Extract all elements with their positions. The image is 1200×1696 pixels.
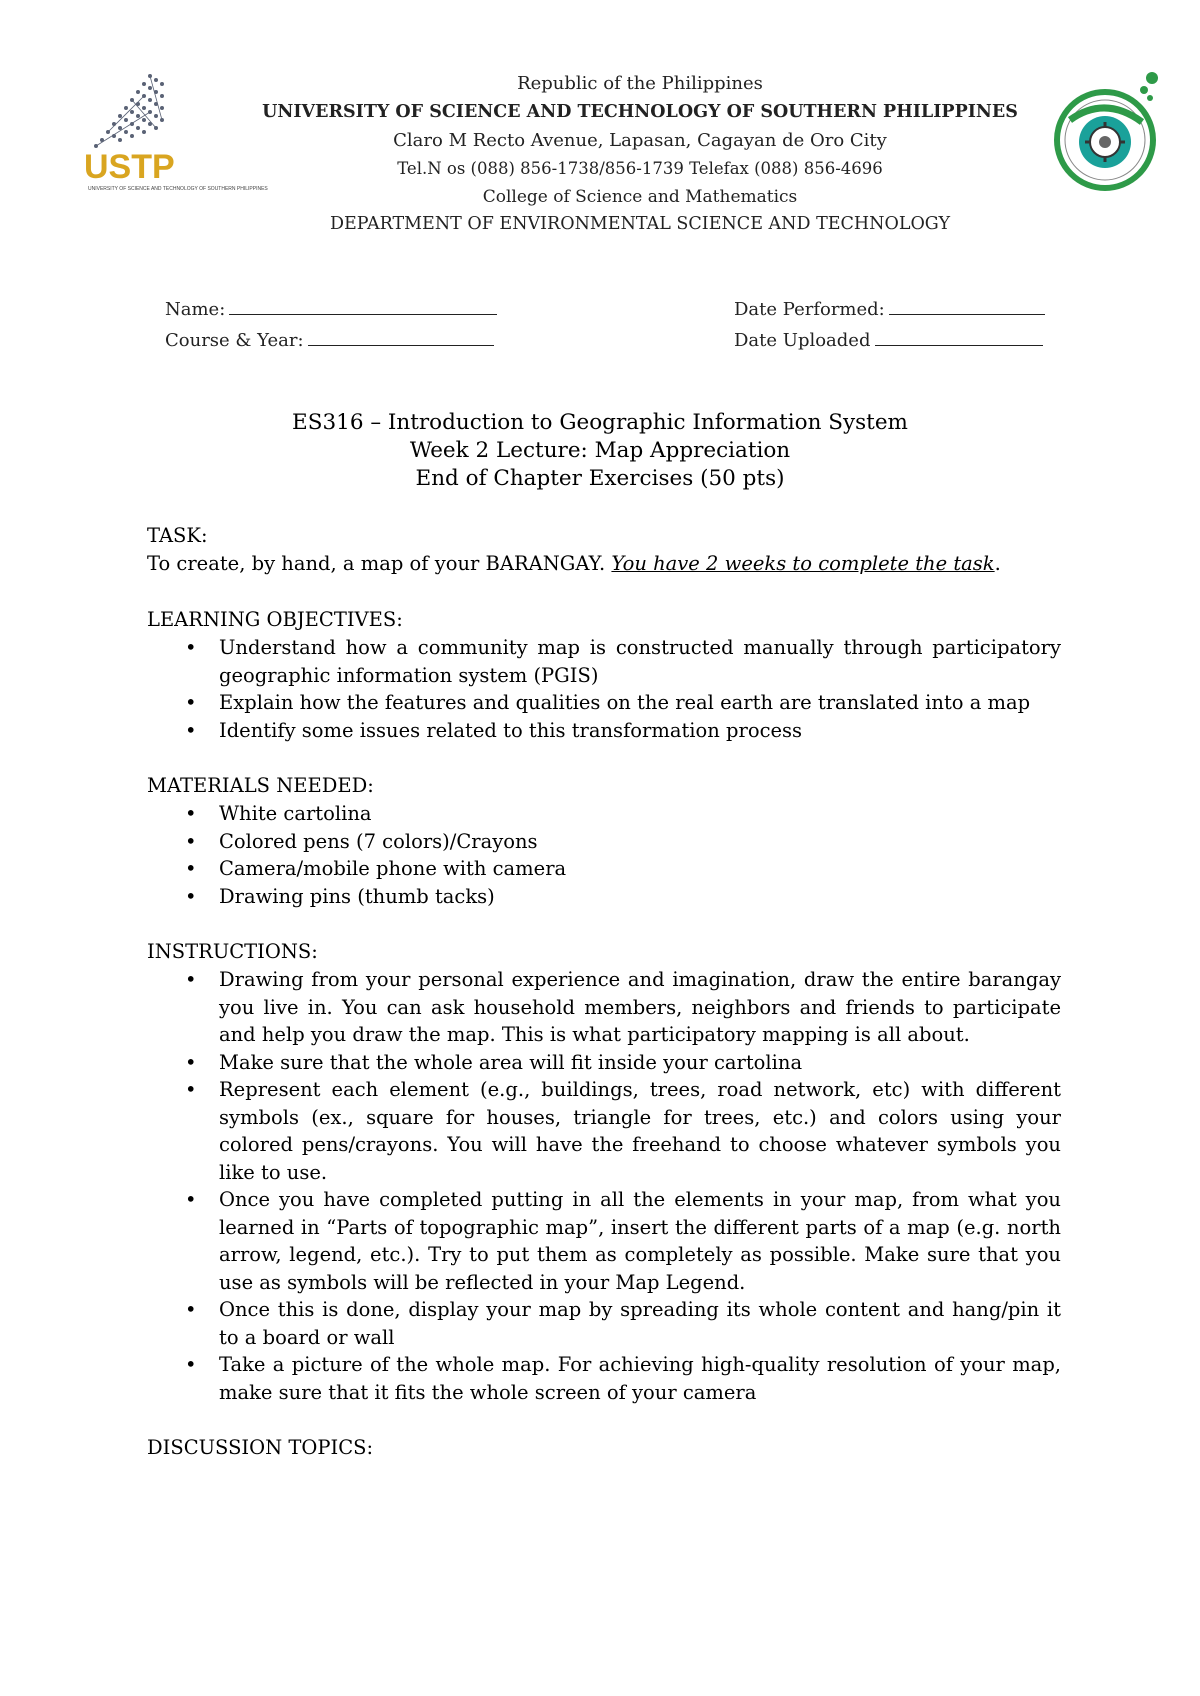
date-uploaded-label: Date Uploaded (734, 330, 871, 351)
list-item-text: Drawing from your personal experience and imagination, draw the entire barangay you live in. You can ask household members, neighbors and friends to participate and help you draw the map. This is what participatory mapping is all about. (219, 968, 1061, 1046)
svg-text:UNIVERSITY OF SCIENCE AND TECH: UNIVERSITY OF SCIENCE AND TECHNOLOGY OF SOUTHERN PHILIPPINES (88, 186, 268, 192)
objectives-list (147, 634, 1061, 744)
list-item (185, 1076, 1061, 1186)
bullet-icon: • (185, 1078, 197, 1101)
header-university: UNIVERSITY OF SCIENCE AND TECHNOLOGY OF SOUTHERN PHILIPPINES (262, 102, 1018, 122)
course-year-label: Course & Year: (165, 330, 304, 351)
document-body (147, 522, 1061, 1462)
header-republic: Republic of the Philippines (517, 73, 763, 94)
exercise-title: End of Chapter Exercises (50 pts) (415, 466, 785, 491)
list-item-text: Make sure that the whole area will fit inside your cartolina (219, 1050, 803, 1074)
list-item-text: White cartolina (219, 802, 372, 825)
task-sentence: To create, by hand, a map of your BARANGAY. (147, 552, 606, 575)
list-item (185, 966, 1061, 1049)
list-item (185, 689, 1061, 717)
ustp-logo (80, 66, 268, 206)
course-year-blank[interactable] (308, 327, 494, 346)
list-item (185, 828, 1061, 856)
lecture-title: Week 2 Lecture: Map Appreciation (409, 438, 791, 463)
header-phone: Tel.N os (088) 856-1738/856-1739 Telefax (088) 856-4696 (397, 159, 883, 178)
header-college: College of Science and Mathematics (482, 187, 798, 207)
bullet-icon: • (185, 691, 197, 714)
header-address: Claro M Recto Avenue, Lapasan, Cagayan de Oro City (393, 130, 887, 151)
bullet-icon: • (185, 718, 197, 742)
name-label: Name: (165, 299, 226, 320)
bullet-icon: • (185, 1050, 197, 1074)
date-uploaded-field (734, 327, 1043, 351)
bullet-icon: • (185, 829, 197, 853)
list-item (185, 634, 1061, 689)
bullet-icon: • (185, 636, 197, 659)
department-seal-logo (1050, 70, 1160, 195)
date-performed-label: Date Performed: (734, 299, 885, 320)
list-item-text: Identify some issues related to this transformation process (219, 718, 803, 742)
bullet-icon: • (185, 1188, 197, 1211)
date-performed-field (734, 296, 1045, 320)
list-item-text: Colored pens (7 colors)/Crayons (219, 829, 538, 853)
materials-list (147, 800, 1061, 910)
list-item-text: Take a picture of the whole map. For achieving high-quality resolution of your map, make sure that it fits the whole screen of your camera (219, 1353, 1061, 1404)
name-blank[interactable] (229, 296, 497, 315)
list-item-text: Understand how a community map is constructed manually through participatory geographic information system (PGIS) (219, 636, 1061, 687)
document-title (150, 409, 1050, 493)
name-field (165, 296, 497, 320)
instructions-heading: INSTRUCTIONS: (147, 940, 318, 963)
bullet-icon: • (185, 802, 197, 825)
list-item (185, 800, 1061, 828)
list-item (185, 855, 1061, 883)
header-department: DEPARTMENT OF ENVIRONMENTAL SCIENCE AND TECHNOLOGY (329, 214, 951, 234)
svg-text:USTP: USTP (84, 148, 175, 186)
date-performed-blank[interactable] (889, 296, 1045, 315)
discussion-heading: DISCUSSION TOPICS: (147, 1436, 374, 1459)
bullet-icon: • (185, 857, 197, 880)
list-item (185, 1049, 1061, 1077)
list-item (185, 1351, 1061, 1406)
bullet-icon: • (185, 884, 197, 908)
list-item-text: Represent each element (e.g., buildings, trees, road network, etc) with different symbols (ex., square for houses, triangle for trees, etc.) and colors using your colored pens/crayons. You will have the freehand to choose whatever symbols you like to use. (219, 1078, 1061, 1184)
list-item-text: Once this is done, display your map by spreading its whole content and hang/pin it to a board or wall (219, 1298, 1061, 1349)
objectives-heading: LEARNING OBJECTIVES: (147, 608, 403, 631)
course-year-field (165, 327, 494, 351)
bullet-icon: • (185, 1353, 197, 1376)
list-item-text: Explain how the features and qualities on the real earth are translated into a map (219, 691, 1031, 714)
materials-heading: MATERIALS NEEDED: (147, 774, 374, 797)
list-item-text: Once you have completed putting in all the elements in your map, from what you learned in “Parts of topographic map”, insert the different parts of a map (e.g. north arrow, legend, etc.). Try to put them as completely as possible. Make sure that you use as symbols will be reflected in your Map Legend. (219, 1188, 1061, 1294)
date-uploaded-blank[interactable] (875, 327, 1043, 346)
task-deadline: You have 2 weeks to complete the task (611, 552, 995, 575)
list-item (185, 883, 1061, 911)
list-item (185, 717, 1061, 745)
task-heading: TASK: (147, 524, 208, 547)
course-title: ES316 – Introduction to Geographic Information System (292, 410, 908, 435)
list-item-text: Camera/mobile phone with camera (219, 857, 567, 880)
list-item-text: Drawing pins (thumb tacks) (219, 884, 495, 908)
list-item (185, 1296, 1061, 1351)
bullet-icon: • (185, 968, 197, 991)
instructions-list (147, 966, 1061, 1406)
list-item (185, 1186, 1061, 1296)
bullet-icon: • (185, 1298, 197, 1321)
task-text: To create, by hand, a map of your BARANGAY. You have 2 weeks to complete the task. (147, 552, 1001, 575)
